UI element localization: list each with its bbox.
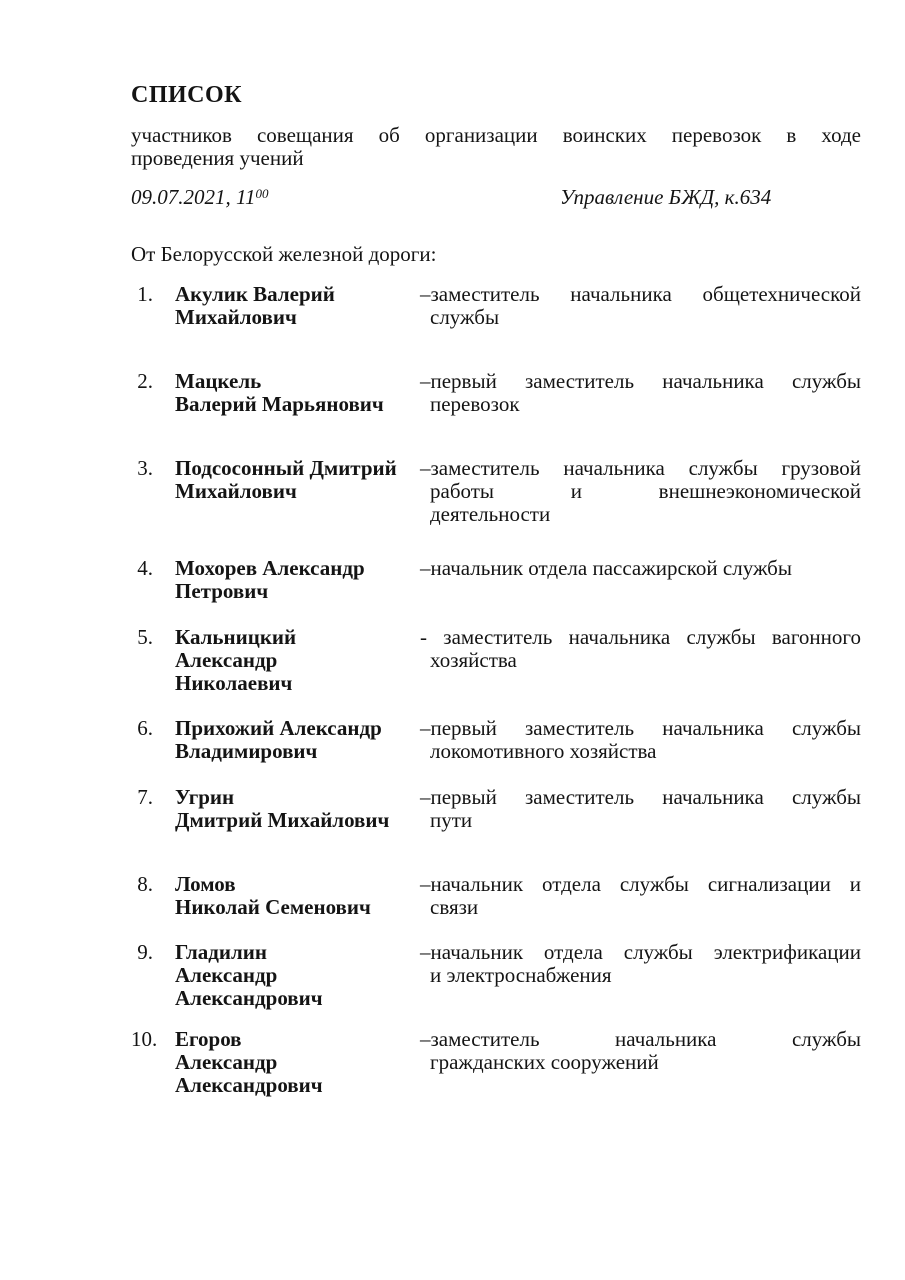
date-line <box>131 186 861 209</box>
position-line: службы <box>430 305 500 329</box>
item-number: 3. <box>137 456 153 480</box>
subtitle <box>131 124 861 170</box>
position-line: –первый заместитель начальника службы <box>420 785 861 809</box>
name-line: Ломов <box>175 872 236 896</box>
item-name <box>175 873 420 919</box>
position-line: хозяйства <box>430 648 517 672</box>
item-name <box>175 457 420 503</box>
position-line: –начальник отдела службы сигнализации и <box>420 872 861 896</box>
position-line: локомотивного хозяйства <box>430 739 657 763</box>
item-position <box>420 717 861 763</box>
name-line: Дмитрий Михайлович <box>175 808 390 832</box>
name-line: Александрович <box>175 986 323 1010</box>
item-number: 5. <box>137 625 153 649</box>
item-position <box>420 370 861 416</box>
name-line: Владимирович <box>175 739 318 763</box>
item-position <box>420 557 861 580</box>
date-text: 09.07.2021, 11 <box>131 185 256 209</box>
position-line: –заместитель начальника службы грузовой <box>420 456 861 480</box>
item-name <box>175 557 420 603</box>
name-line: Мохорев Александр <box>175 556 365 580</box>
position-line: –первый заместитель начальника службы <box>420 369 861 393</box>
position-line: –первый заместитель начальника службы <box>420 716 861 740</box>
list-item <box>131 717 861 763</box>
item-position <box>420 873 861 919</box>
item-number: 10. <box>131 1027 158 1051</box>
document-content <box>131 84 861 1097</box>
name-line: Подсосонный Дмитрий <box>175 456 397 480</box>
item-number: 6. <box>137 716 153 740</box>
position-line: гражданских сооружений <box>430 1050 659 1074</box>
item-position <box>420 283 861 329</box>
date-superscript: 00 <box>255 186 269 201</box>
position-line: перевозок <box>430 392 520 416</box>
position-line: –заместитель начальника службы <box>420 1027 861 1051</box>
name-line: Александрович <box>175 1073 323 1097</box>
position-line: –начальник отдела службы электрификации <box>420 940 861 964</box>
position-line: –заместитель начальника общетехнической <box>420 282 861 306</box>
page-title: СПИСОК <box>131 82 243 108</box>
item-position <box>420 626 861 672</box>
list-item <box>131 557 861 603</box>
position-line: - заместитель начальника службы вагонного <box>420 625 861 649</box>
item-position <box>420 786 861 832</box>
item-number: 9. <box>137 940 153 964</box>
position-line: и электроснабжения <box>430 963 612 987</box>
item-name <box>175 370 420 416</box>
list-item <box>131 626 861 695</box>
name-line: Угрин <box>175 785 235 809</box>
name-line: Акулик Валерий <box>175 282 335 306</box>
name-line: Кальницкий <box>175 625 297 649</box>
list-item <box>131 873 861 919</box>
subtitle-line: проведения учений <box>131 146 304 170</box>
name-line: Александр <box>175 963 278 987</box>
item-number: 1. <box>137 282 153 306</box>
name-line: Александр <box>175 648 278 672</box>
name-line: Егоров <box>175 1027 242 1051</box>
list-item <box>131 1028 861 1097</box>
item-number: 8. <box>137 872 153 896</box>
name-line: Мацкель <box>175 369 262 393</box>
name-line: Петрович <box>175 579 269 603</box>
position-line: связи <box>430 895 479 919</box>
list-item <box>131 457 861 526</box>
name-line: Прихожий Александр <box>175 716 382 740</box>
name-line: Михайлович <box>175 305 297 329</box>
item-number: 4. <box>137 556 153 580</box>
position-line: деятельности <box>430 502 551 526</box>
list-item <box>131 941 861 1010</box>
subtitle-line: участников совещания об организации воинских перевозок в ходе <box>131 123 861 147</box>
item-name <box>175 283 420 329</box>
name-line: Гладилин <box>175 940 267 964</box>
participants-list <box>131 283 861 1097</box>
item-name <box>175 941 420 1010</box>
location-text: Управление БЖД, к.634 <box>560 185 772 209</box>
name-line: Николаевич <box>175 671 293 695</box>
item-number: 7. <box>137 785 153 809</box>
item-name <box>175 786 420 832</box>
position-line: работы и внешнеэкономической <box>430 479 861 503</box>
list-item <box>131 786 861 832</box>
name-line: Николай Семенович <box>175 895 371 919</box>
position-line: –начальник отдела пассажирской службы <box>420 556 792 580</box>
position-line: пути <box>430 808 473 832</box>
item-position <box>420 941 861 987</box>
intro-line: От Белорусской железной дороги: <box>131 242 437 266</box>
meeting-datetime <box>131 185 268 209</box>
item-number: 2. <box>137 369 153 393</box>
item-position <box>420 1028 861 1074</box>
name-line: Валерий Марьянович <box>175 392 384 416</box>
item-name <box>175 626 420 695</box>
list-item <box>131 283 861 329</box>
name-line: Александр <box>175 1050 278 1074</box>
name-line: Михайлович <box>175 479 297 503</box>
item-position <box>420 457 861 526</box>
item-name <box>175 1028 420 1097</box>
item-name <box>175 717 420 763</box>
list-item <box>131 370 861 416</box>
